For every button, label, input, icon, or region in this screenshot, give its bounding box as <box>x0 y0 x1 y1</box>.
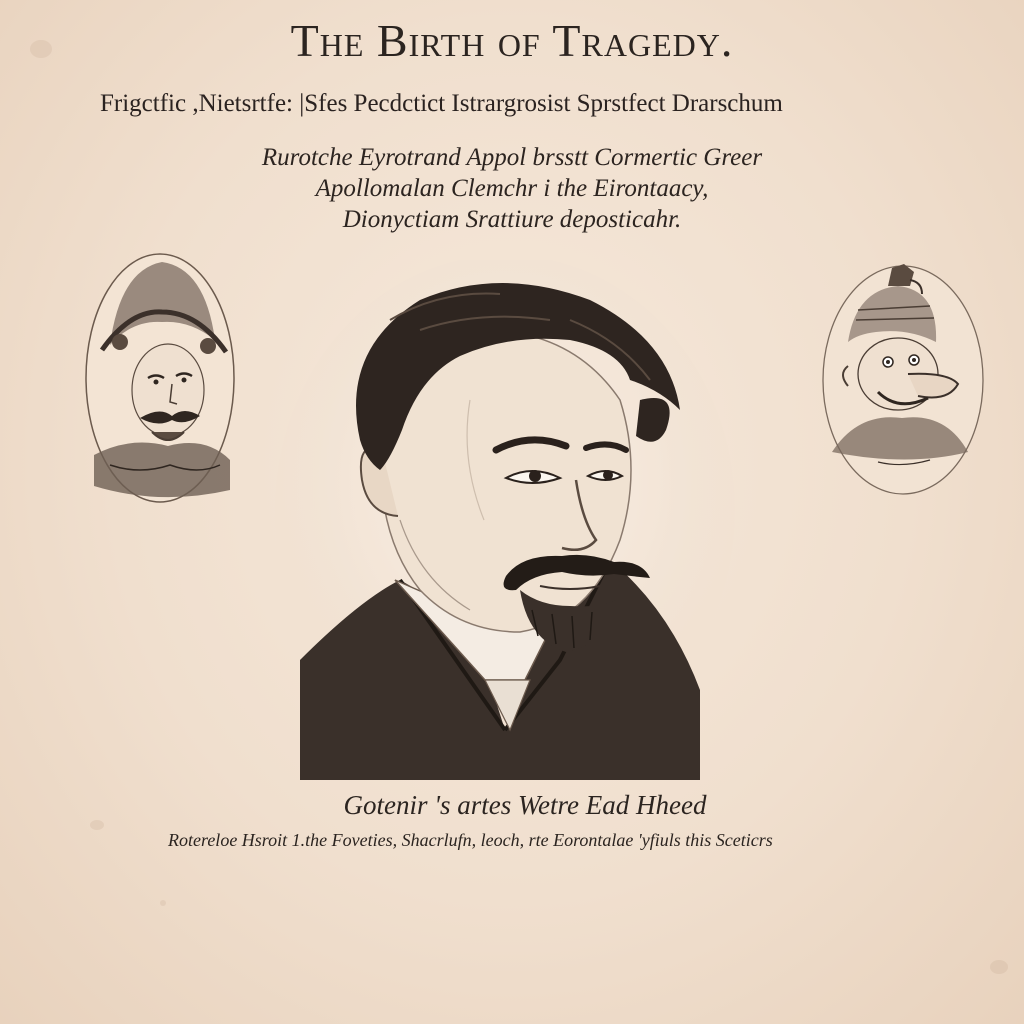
central-portrait-image <box>270 260 740 780</box>
intro-line: Dionyctiam Srattiure deposticahr. <box>342 206 682 233</box>
right-medallion-image <box>818 262 988 502</box>
document-subtitle: Frigctfic ,Nietsrtfe: |Sfes Pecdctict Istrargrosist Sprstfect Drarschum <box>100 90 783 117</box>
intro-line: Apollomalan Clemchr i the Eirontaacy, <box>315 175 709 202</box>
intro-text <box>0 142 1024 235</box>
left-medallion-image <box>80 250 240 510</box>
intro-line: Rurotche Eyrotrand Appol brsstt Cormertic Greer <box>261 144 763 171</box>
portrait-subcaption: Rotereloe Hsroit 1.the Foveties, Shacrlufn, leoch, rte Eorontalae 'yfiuls this Sceticrs <box>168 830 773 850</box>
portrait-caption: Gotenir 's artes Wetre Ead Hheed <box>343 790 707 820</box>
document-title: The Birth of Tragedy. <box>290 15 734 66</box>
